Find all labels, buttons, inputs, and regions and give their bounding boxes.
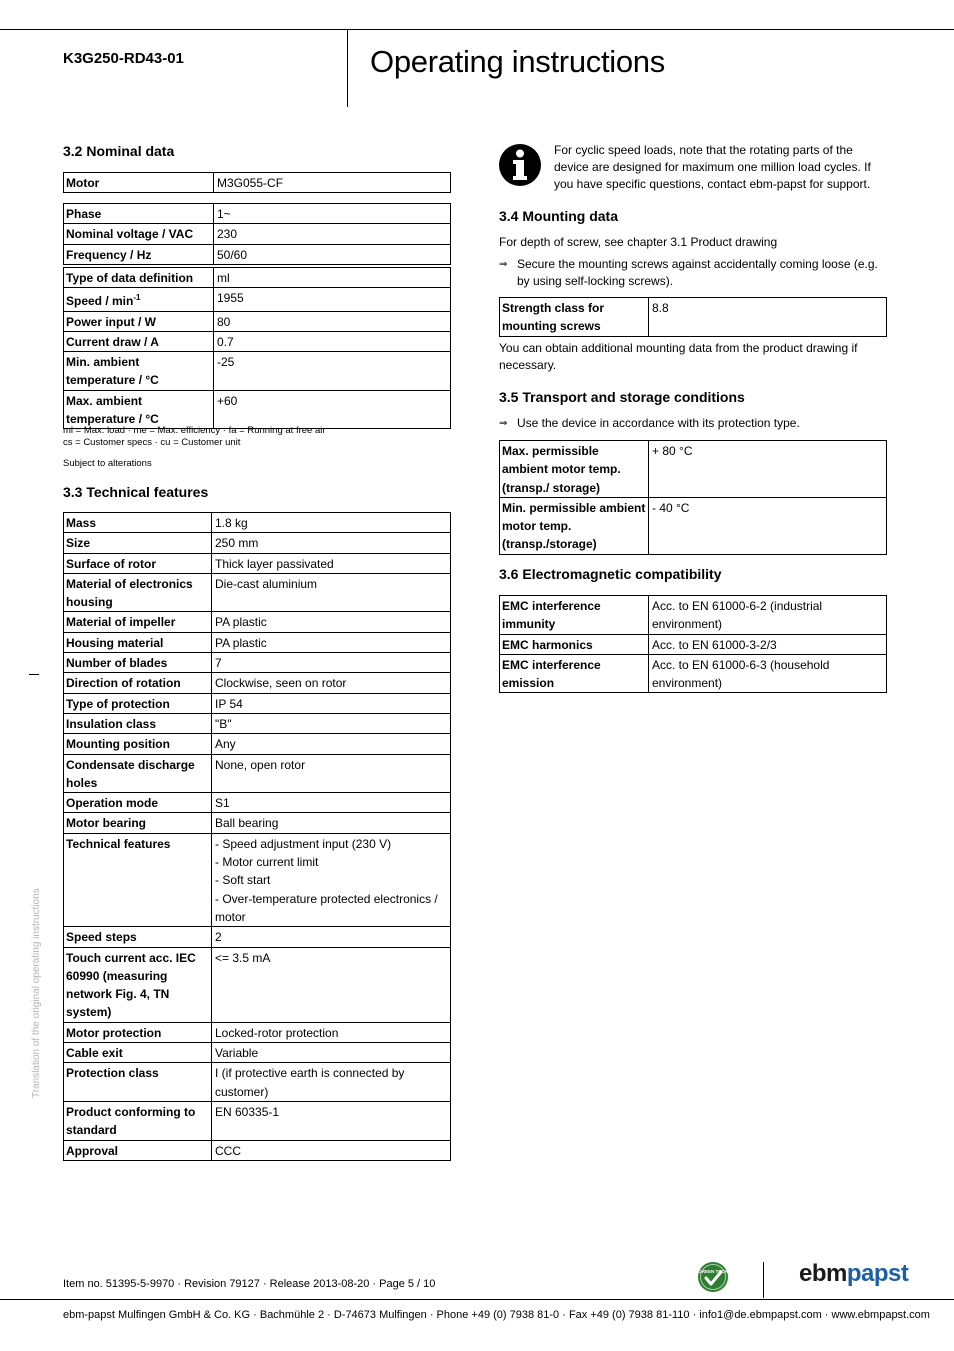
spec-label: Power input / W [64,311,214,331]
company-address-line: ebm-papst Mulfingen GmbH & Co. KG · Bachmühle 2 · D-74673 Mulfingen · Phone +49 (0) 7938 81-0 · Fax +49 (0) 7938 81-110 · info1@de.ebmpapst.com · www.ebmpapst.com [63,1309,930,1321]
table-row [64,1140,451,1160]
spec-label: Mounting position [64,734,212,754]
nominal-legend-1: ml = Max. load · me = Max. efficiency · fa = Running at free air [63,425,326,436]
mounting-after-note: You can obtain additional mounting data from the product drawing if necessary. [499,341,858,372]
spec-value: -25 [214,352,451,391]
table-row [64,927,451,947]
spec-label: Phase [64,204,214,224]
table-row [64,673,451,693]
spec-label: Housing material [64,632,212,652]
cyclic-load-note: For cyclic speed loads, note that the rotating parts of the device are designed for maximum one million load cycles. If you have specific questions, contact ebm-papst for support. [554,143,871,191]
spec-label: Motor bearing [64,813,212,833]
spec-value: 8.8 [649,298,887,337]
table-row [64,833,451,926]
item-release-line: Item no. 51395-5-9970 · Revision 79127 · Release 2013-08-20 · Page 5 / 10 [63,1278,436,1290]
spec-label: Frequency / Hz [64,244,214,264]
spec-label: Size [64,533,212,553]
nominal-motor-table [63,172,451,193]
spec-label: Number of blades [64,653,212,673]
spec-label: Approval [64,1140,212,1160]
info-icon [498,143,542,187]
spec-label: Motor protection [64,1022,212,1042]
spec-label: Touch current acc. IEC 60990 (measuring network Fig. 4, TN system) [64,947,212,1022]
spec-label: Nominal voltage / VAC [64,224,214,244]
spec-label: Protection class [64,1063,212,1102]
spec-value: 80 [214,311,451,331]
spec-value: Acc. to EN 61000-6-2 (industrial environment) [649,596,887,635]
nominal-data-heading: 3.2 Nominal data [63,143,175,159]
table-row [64,311,451,331]
mounting-table [499,297,887,337]
spec-value: 1955 [214,288,451,311]
spec-label: Speed / $\min^{-1}$ [64,288,214,311]
spec-label: EMC interference immunity [500,596,649,635]
spec-label: Type of protection [64,693,212,713]
transport-bullet-text: Use the device in accordance with its protection type. [517,416,800,430]
table-row [64,352,451,391]
translation-side-note: Translation of the original operating instructions [31,888,42,1098]
spec-label: EMC harmonics [500,634,649,654]
spec-value: 0.7 [214,331,451,351]
spec-value: Locked-rotor protection [212,1022,451,1042]
table-row [64,288,451,311]
footer-logo-divider [763,1262,764,1298]
spec-label: Technical features [64,833,212,926]
spec-value: IP 54 [212,693,451,713]
spec-value: Ball bearing [212,813,451,833]
table-row [64,754,451,793]
table-row [64,533,451,553]
spec-value: - Speed adjustment input (230 V) - Motor current limit - Soft start - Over-temperature protected electronics / motor [212,833,451,926]
spec-value: PA plastic [212,632,451,652]
spec-label: Min. permissible ambient motor temp. (transp./storage) [500,497,649,554]
table-row [64,553,451,573]
spec-value: EN 60335-1 [212,1101,451,1140]
spec-value: + 80 °C [649,441,887,498]
table-row [64,1022,451,1042]
mounting-intro: For depth of screw, see chapter 3.1 Product drawing [499,235,778,249]
spec-value: 1.8 kg [212,513,451,533]
table-row [64,1043,451,1063]
table-row [64,693,451,713]
spec-label: Speed steps [64,927,212,947]
fold-mark [29,674,39,675]
arrow-right-icon: ⇒ [499,418,508,429]
spec-label: Strength class for mounting screws [500,298,649,337]
nominal-operating-table [63,267,451,429]
footer-rule [0,1299,954,1300]
table-row [64,793,451,813]
spec-value: PA plastic [212,612,451,632]
spec-value: CCC [212,1140,451,1160]
table-row [64,632,451,652]
spec-value: Any [212,734,451,754]
table-row [64,244,451,264]
spec-value: 250 mm [212,533,451,553]
table-row [64,947,451,1022]
spec-value: S1 [212,793,451,813]
table-row [64,713,451,733]
transport-heading: 3.5 Transport and storage conditions [499,389,745,405]
emc-heading: 3.6 Electromagnetic compatibility [499,566,722,582]
page-title: Operating instructions [370,44,665,79]
spec-value: Die-cast aluminium [212,573,451,612]
spec-label: Direction of rotation [64,673,212,693]
brand-papst: papst [846,1260,909,1287]
spec-value: Acc. to EN 61000-6-3 (household environment) [649,654,887,693]
ebmpapst-logo [799,1260,908,1288]
table-row [64,268,451,288]
table-row [64,734,451,754]
table-row [64,813,451,833]
spec-value: "B" [212,713,451,733]
brand-ebm: ebm [799,1260,847,1287]
spec-value: I (if protective earth is connected by customer) [212,1063,451,1102]
transport-table [499,440,887,555]
spec-label: Motor [64,173,214,193]
spec-label: Max. permissible ambient motor temp. (transp./ storage) [500,441,649,498]
spec-value: 7 [212,653,451,673]
spec-value: - 40 °C [649,497,887,554]
emc-table [499,595,887,693]
spec-label: Insulation class [64,713,212,733]
table-row [500,298,887,337]
header-top-rule [0,29,954,30]
spec-label: Surface of rotor [64,553,212,573]
table-row [64,204,451,224]
spec-value: 1~ [214,204,451,224]
spec-value: Clockwise, seen on rotor [212,673,451,693]
spec-value: <= 3.5 mA [212,947,451,1022]
mounting-data-heading: 3.4 Mounting data [499,208,618,224]
spec-value: Thick layer passivated [212,553,451,573]
spec-value: ml [214,268,451,288]
header-divider [347,29,348,107]
spec-label: Material of impeller [64,612,212,632]
spec-label: Max. ambient temperature / °C [64,390,214,429]
spec-value: +60 [214,390,451,429]
spec-label: Min. ambient temperature / °C [64,352,214,391]
table-row [500,596,887,635]
spec-label: EMC interference emission [500,654,649,693]
spec-value: Acc. to EN 61000-3-2/3 [649,634,887,654]
spec-label: Mass [64,513,212,533]
spec-label: Operation mode [64,793,212,813]
table-row [64,224,451,244]
table-row [64,573,451,612]
technical-features-table [63,512,451,1161]
subject-to-alterations: Subject to alterations [63,458,152,469]
spec-label: Type of data definition [64,268,214,288]
greentech-label: GREEN TECH [698,1269,728,1274]
table-row [64,653,451,673]
spec-value: None, open rotor [212,754,451,793]
table-row [64,173,451,193]
spec-value: 230 [214,224,451,244]
spec-label: Current draw / A [64,331,214,351]
arrow-right-icon: ⇒ [499,259,508,270]
table-row [500,634,887,654]
spec-label: Material of electronics housing [64,573,212,612]
table-row [500,497,887,554]
spec-value: 50/60 [214,244,451,264]
nominal-electrical-table [63,203,451,265]
nominal-legend-2: cs = Customer specs · cu = Customer unit [63,437,241,448]
spec-value: M3G055-CF [214,173,451,193]
table-row [500,441,887,498]
table-row [64,331,451,351]
table-row [64,1101,451,1140]
technical-features-heading: 3.3 Technical features [63,484,209,500]
table-row [64,513,451,533]
greentech-logo [697,1261,729,1293]
table-row [64,390,451,429]
spec-label: Condensate discharge holes [64,754,212,793]
table-row [64,612,451,632]
spec-value: Variable [212,1043,451,1063]
speed-unit-exponent: -1 [133,293,141,303]
table-row [500,654,887,693]
spec-value: 2 [212,927,451,947]
spec-label: Product conforming to standard [64,1101,212,1140]
mounting-bullet-text: Secure the mounting screws against accidentally coming loose (e.g. by using self-locking screws). [517,257,878,288]
model-number: K3G250-RD43-01 [63,50,184,67]
spec-label: Cable exit [64,1043,212,1063]
table-row [64,1063,451,1102]
